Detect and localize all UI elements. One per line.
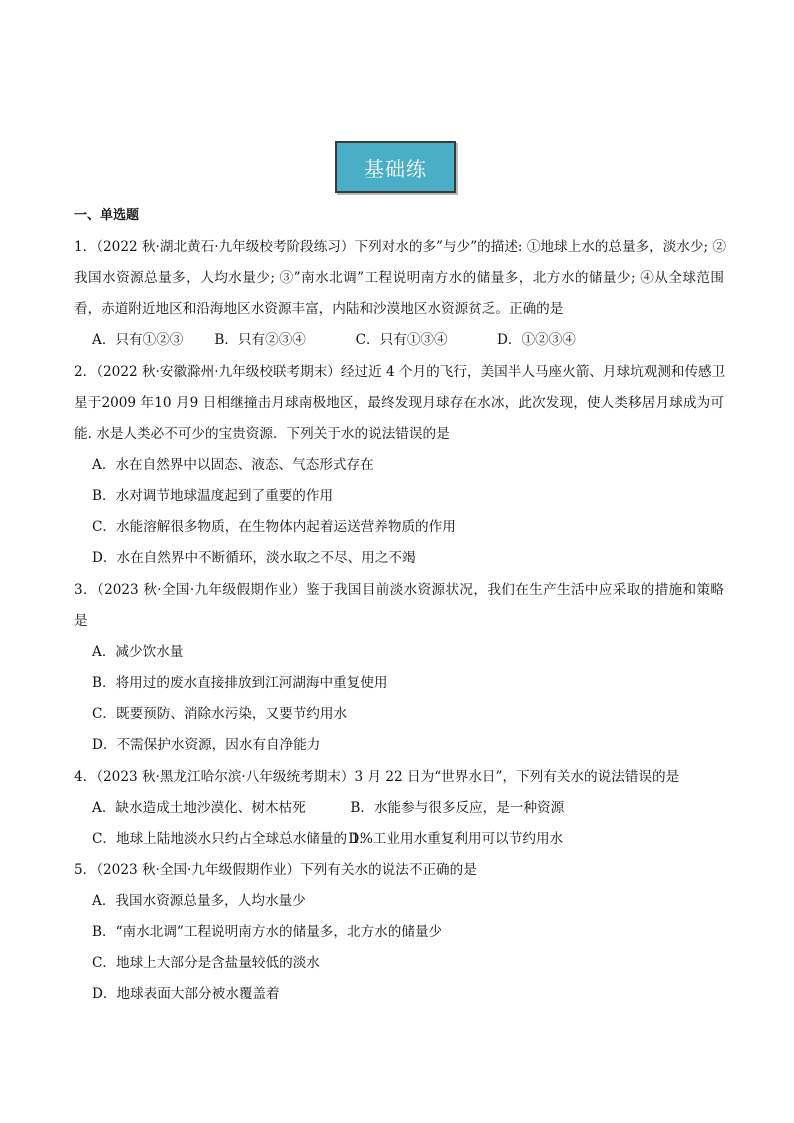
question-1-option-c: C．只有①③④ (355, 332, 448, 348)
question-5-option-b: B．“南水北调”工程说明南方水的储量多，北方水的储量少 (92, 924, 443, 940)
question-4-option-c: C．地球上陆地淡水只约占全球总水储量的 1% (92, 831, 373, 847)
question-1-stem-line-2: 我国水资源总量多，人均水量少; ③”南水北调”工程说明南方水的储量多，北方水的储量少; ④从全球范围 (74, 270, 724, 286)
question-5-stem-line-1: 5．（2023 秋·全国·九年级假期作业）下列有关水的说法不正确的是 (74, 862, 477, 878)
question-4-options-row-2 (92, 829, 563, 849)
question-2-option-a: A．水在自然界中以固态、液态、气态形式存在 (92, 457, 374, 473)
page-title: 基础练 (364, 156, 427, 181)
question-3-stem-line-1: 3．（2023 秋·全国·九年级假期作业）鉴于我国目前淡水资源状况，我们在生产生活中应采取的措施和策略 (74, 582, 724, 598)
question-3-option-d: D．不需保护水资源，因水有自净能力 (92, 737, 321, 753)
question-5-option-c: C．地球上大部分是含盐量较低的淡水 (92, 955, 320, 971)
question-1-option-b: B．只有②③④ (214, 332, 306, 348)
question-3-option-c: C．既要预防、消除水污染，又要节约用水 (92, 706, 348, 722)
question-3-stem-line-2: 是 (74, 613, 88, 629)
question-1-stem-line-3: 看，赤道附近地区和沿海地区水资源丰富，内陆和沙漠地区水资源贫乏。正确的是 (74, 301, 564, 317)
question-1-option-d: D．①②③④ (496, 332, 576, 348)
question-4-options-row-1 (92, 798, 564, 818)
question-4-option-b: B．水能参与很多反应，是一种资源 (350, 800, 565, 816)
question-2-stem-line-2: 星于2009 年10 月9 日相继撞击月球南极地区，最终发现月球存在水冰，此次发现，使人类移居月球成为可 (74, 395, 724, 411)
question-2-option-b: B．水对调节地球温度起到了重要的作用 (92, 488, 334, 504)
question-3-option-a: A．减少饮水量 (92, 644, 184, 660)
question-4-option-a: A．缺水造成土地沙漠化、树木枯死 (92, 800, 306, 816)
question-1-option-a: A．只有①②③ (92, 332, 184, 348)
question-4-stem-line-1: 4．（2023 秋·黑龙江哈尔滨·八年级统考期末）3 月 22 日为“世界水日”，下列有关水的说法错误的是 (74, 769, 680, 785)
question-2-stem-line-1: 2．（2022 秋·安徽滁州·九年级校联考期末）经过近 4 个月的飞行，美国半人马座火箭、月球坑观测和传感卫 (74, 364, 726, 380)
question-2-stem-line-3: 能. 水是人类必不可少的宝贵资源．下列关于水的说法错误的是 (74, 426, 450, 442)
question-3-option-b: B．将用过的废水直接排放到江河湖海中重复使用 (92, 675, 388, 691)
question-2-option-d: D．水在自然界中不断循环，淡水取之不尽、用之不竭 (92, 550, 416, 566)
question-4-option-d: D．工业用水重复利用可以节约用水 (348, 831, 564, 847)
question-1-options (92, 330, 576, 350)
section-heading: 一、单选题 (74, 208, 140, 223)
question-5-option-d: D．地球表面大部分被水覆盖着 (92, 986, 280, 1002)
section-title-box (335, 141, 456, 193)
question-2-option-c: C．水能溶解很多物质，在生物体内起着运送营养物质的作用 (92, 519, 456, 535)
question-5-option-a: A．我国水资源总量多，人均水量少 (92, 893, 306, 909)
question-1-stem-line-1: 1．（2022 秋·湖北黄石·九年级校考阶段练习）下列对水的多”与少”的描述: ①地球上水的总量多，淡水少; ② (74, 239, 727, 255)
